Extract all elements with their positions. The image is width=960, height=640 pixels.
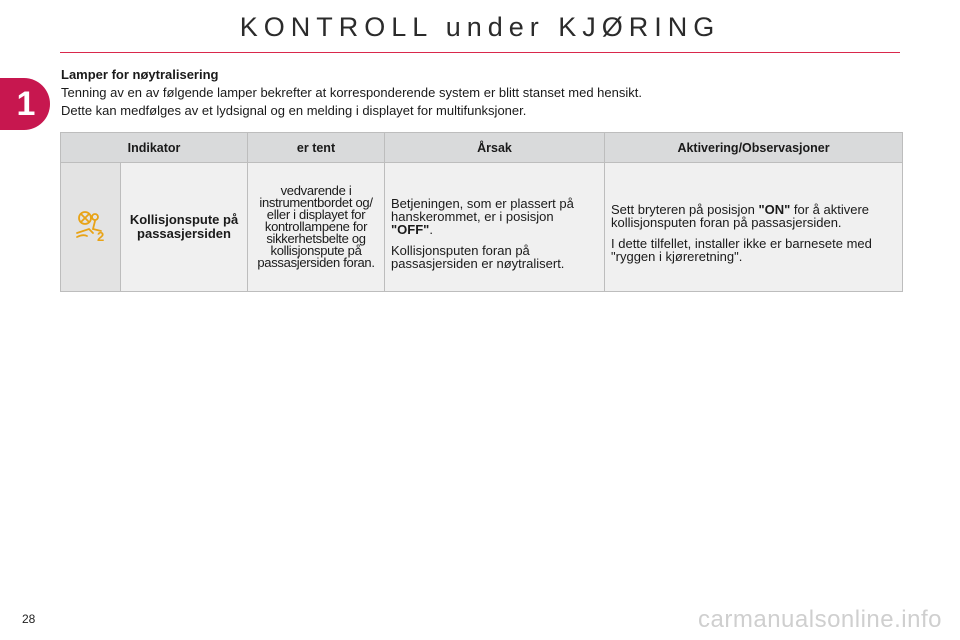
cause-off-label: "OFF": [391, 221, 430, 237]
header-action: Aktivering/Observasjoner: [605, 133, 903, 163]
intro-text-line-2: Dette kan medfølges av et lydsignal og en melding i displayet for multifunksjoner.: [61, 103, 527, 118]
indicator-name: Kollisjonspute på passasjersiden: [121, 163, 248, 292]
chapter-tab: 1: [0, 78, 50, 130]
action-paragraph-1: [611, 203, 896, 229]
action-on-label: "ON": [758, 202, 791, 217]
svg-text:2: 2: [96, 228, 104, 243]
cause-paragraph-2: Kollisjonsputen foran på passasjersiden er nøytralisert.: [391, 242, 565, 271]
intro-text-line-1: Tenning av en av følgende lamper bekrefter at korresponderende system er blitt stanset med hensikt.: [61, 85, 642, 100]
title-divider: [60, 52, 900, 53]
table-row: [61, 163, 903, 292]
intro-section: [61, 67, 921, 120]
header-state: er tent: [248, 133, 385, 163]
page-number: 28: [22, 612, 36, 626]
action-text: Sett bryteren på posisjon: [611, 202, 759, 217]
header-indicator: Indikator: [61, 133, 248, 163]
page-title: KONTROLL under KJØRING: [239, 12, 721, 42]
header-cause: Årsak: [385, 133, 605, 163]
indicator-table: [60, 132, 903, 292]
cause-cell: [385, 163, 605, 292]
watermark: carmanualsonline.info: [698, 606, 942, 633]
cause-text: Betjeningen, som er plassert på hanskerommet, er i posisjon: [391, 195, 574, 224]
cause-paragraph-1: [391, 197, 598, 236]
action-text-end: for å aktivere kollisjonsputen foran på passasjersiden.: [611, 202, 870, 230]
airbag-off-icon: [71, 209, 111, 243]
cause-text-end: .: [429, 221, 433, 237]
action-paragraph-2: I dette tilfellet, installer ikke er barnesete med "ryggen i kjøreretning".: [611, 236, 872, 264]
indicator-state: vedvarende i instrumentbordet og/ eller i displayet for kontrollampene for sikkerhetsbelte og kollisjonspute på passasjersiden foran.: [248, 163, 385, 292]
section-heading: Lamper for nøytralisering: [61, 67, 219, 82]
action-cell: [605, 163, 903, 292]
indicator-icon-cell: [61, 163, 121, 292]
table-header-row: [61, 133, 903, 163]
